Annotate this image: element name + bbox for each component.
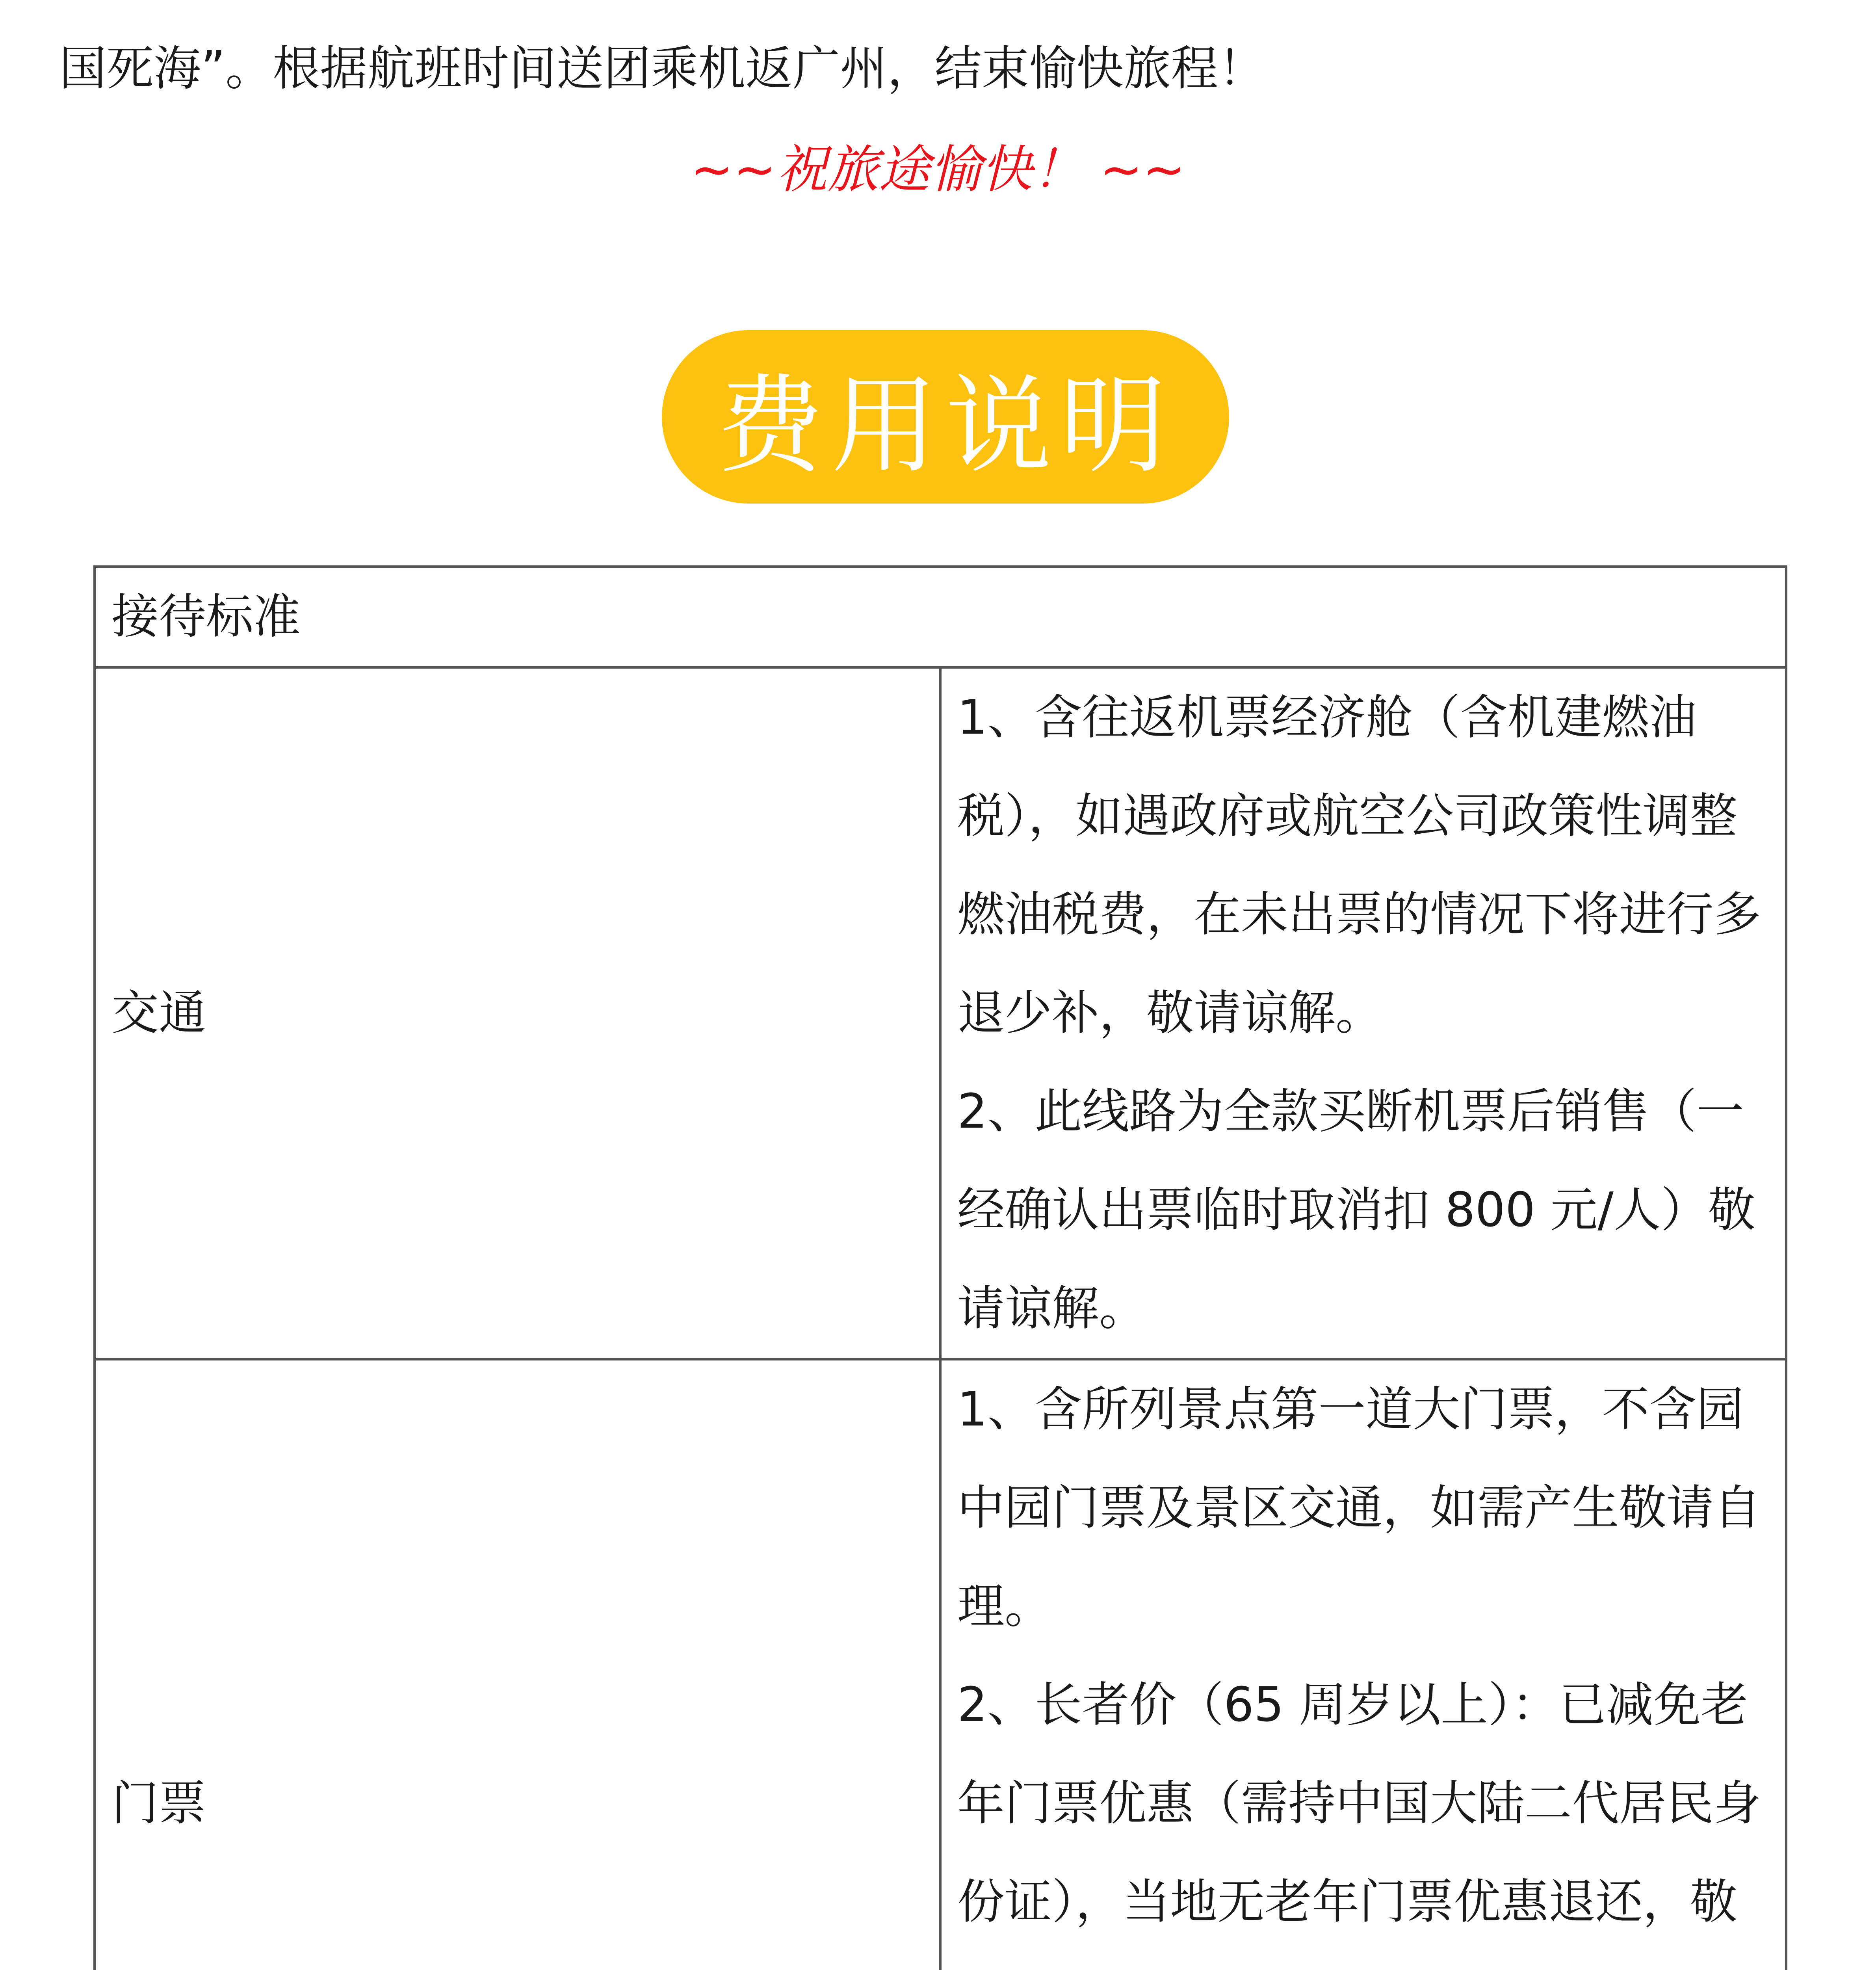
row-content-transport [940, 667, 1786, 1359]
table-header-row [95, 567, 1786, 667]
section-title-badge [662, 330, 1229, 504]
transport-line-2: 2、此线路为全款买断机票后销售（一经确认出票临时取消扣 800 元/人）敬请谅解。 [957, 1084, 1755, 1336]
table-row-tickets [95, 1359, 1786, 1970]
fee-table [93, 565, 1787, 1970]
row-label-tickets: 门票 [95, 1359, 940, 1970]
transport-line-1: 1、含往返机票经济舱（含机建燃油税），如遇政府或航空公司政策性调整燃油税费，在未出票的情况下将进行多退少补，敬请谅解。 [957, 690, 1761, 1041]
table-header: 接待标准 [95, 567, 1786, 667]
row-content-tickets [940, 1359, 1786, 1970]
table-row-transport [95, 667, 1786, 1359]
tickets-line-2: 2、长者价（65 周岁以上）：已减免老年门票优惠（需持中国大陆二代居民身份证），当地无老年门票优惠退还，敬 [957, 1678, 1761, 1929]
section-title: 费用说明 [717, 364, 1174, 488]
row-label-transport: 交通 [95, 667, 940, 1359]
intro-text: 国死海”。根据航班时间送团乘机返广州，结束愉快旅程！ [59, 41, 1266, 96]
tickets-line-1: 1、含所列景点第一道大门票，不含园中园门票及景区交通，如需产生敬请自理。 [957, 1382, 1761, 1634]
wish-text: ~~祝旅途愉快！ ~~ [690, 139, 1186, 199]
